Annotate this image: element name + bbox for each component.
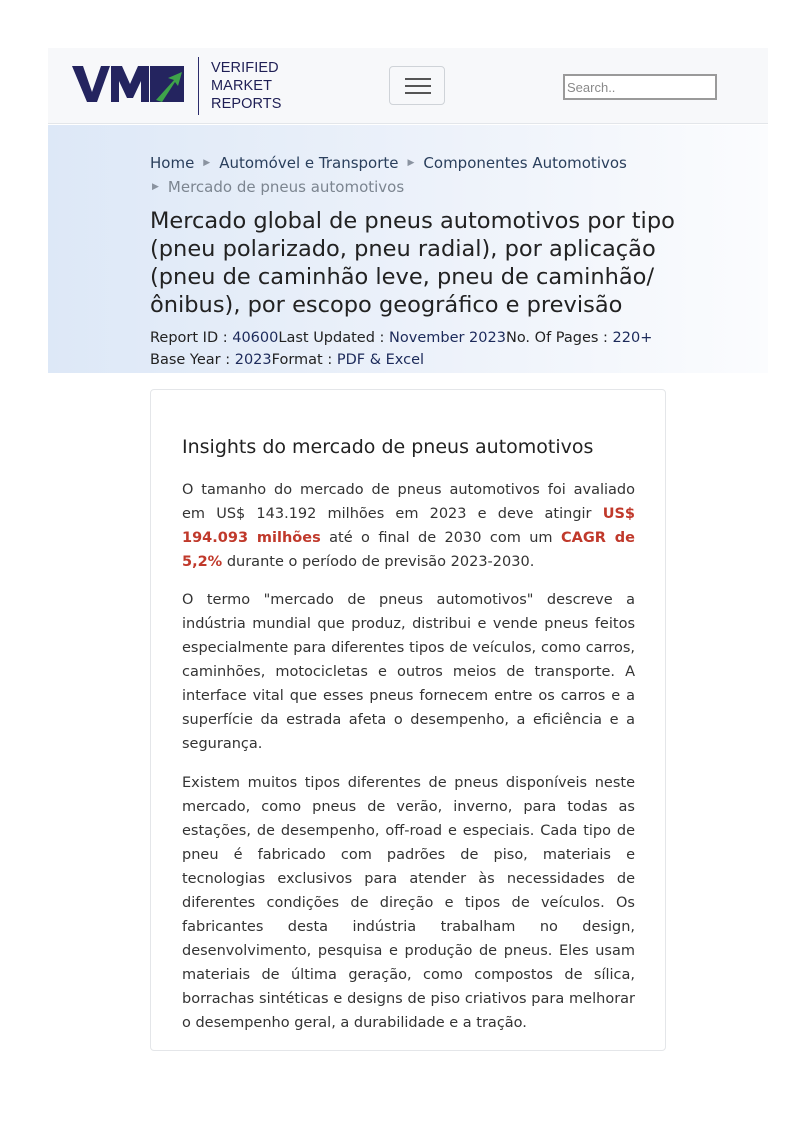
chevron-right-icon: ▶ <box>203 158 211 168</box>
insights-paragraph-1 <box>182 478 635 574</box>
chevron-right-icon: ▶ <box>152 182 159 192</box>
updated-value: November 2023 <box>389 330 506 346</box>
highlight-cagr: CAGR de 5,2% <box>182 530 635 570</box>
breadcrumb-automotive[interactable]: Automóvel e Transporte <box>219 154 399 172</box>
report-meta <box>150 327 710 371</box>
insights-heading: Insights do mercado de pneus automotivos <box>182 436 594 458</box>
text-run: até o final de 2030 com um <box>320 530 561 546</box>
brand-name <box>211 59 282 113</box>
updated-label: Last Updated : <box>278 330 390 346</box>
base-year-value: 2023 <box>234 352 272 368</box>
base-year-label: Base Year : <box>150 352 235 368</box>
pages-value: 220+ <box>612 330 653 346</box>
chevron-right-icon: ▶ <box>407 158 415 168</box>
brand-line: MARKET <box>211 78 273 94</box>
report-hero <box>48 125 768 373</box>
search-input[interactable] <box>563 74 717 100</box>
logo-divider <box>198 57 199 115</box>
pages-label: No. Of Pages : <box>505 330 613 346</box>
text-run: O tamanho do mercado de pneus automotivos foi avaliado em US$ 143.192 milhões em 2023 e deve atingir <box>182 482 635 522</box>
insights-paragraph-3: Existem muitos tipos diferentes de pneus disponíveis neste mercado, como pneus de verão, inverno, para todas as estações, de desempenho, off-road e especiais. Cada tipo de pneu é fabricado com padrões de piso, materiais e tecnologias exclusivos para atender às necessidades de diferentes condições de direção e tipos de veículos. Os fabricantes desta indústria trabalham no design, desenvolvimento, pesquisa e produção de pneus. Eles usam materiais de última geração, como compostos de sílica, borrachas sintéticas e designs de piso criativos para melhorar o desempenho geral, a durabilidade e a tração. <box>182 775 635 1031</box>
report-id-label: Report ID : <box>150 330 233 346</box>
report-id-value: 40600 <box>232 330 279 346</box>
page-title: Mercado global de pneus automotivos por tipo (pneu polarizado, pneu radial), por aplicação (pneu de caminhão leve, pneu de caminhão/ ônibus), por escopo geográfico e previsão <box>150 208 675 318</box>
highlight-market-value: US$ 194.093 milhões <box>182 506 635 546</box>
insights-card <box>150 389 666 1051</box>
vmr-logo[interactable] <box>72 64 184 104</box>
insights-paragraph-2: O termo "mercado de pneus automotivos" descreve a indústria mundial que produz, distribui e vende pneus feitos especialmente para diferentes tipos de veículos, como carros, caminhões, motocicletas e outros meios de transporte. A interface vital que esses pneus fornecem entre os carros e a superfície da estrada afeta o desempenho, a eficiência e a segurança. <box>182 592 635 752</box>
breadcrumb <box>150 151 670 199</box>
format-label: Format : <box>271 352 337 368</box>
text-run: durante o período de previsão 2023-2030. <box>222 554 535 570</box>
breadcrumb-current: Mercado de pneus automotivos <box>167 178 405 196</box>
hamburger-icon[interactable] <box>389 66 445 105</box>
brand-line: VERIFIED <box>211 60 279 76</box>
format-value: PDF & Excel <box>336 352 425 368</box>
breadcrumb-components[interactable]: Componentes Automotivos <box>423 154 627 172</box>
breadcrumb-home[interactable]: Home <box>150 154 195 172</box>
site-header <box>48 48 768 124</box>
brand-line: REPORTS <box>211 96 282 112</box>
